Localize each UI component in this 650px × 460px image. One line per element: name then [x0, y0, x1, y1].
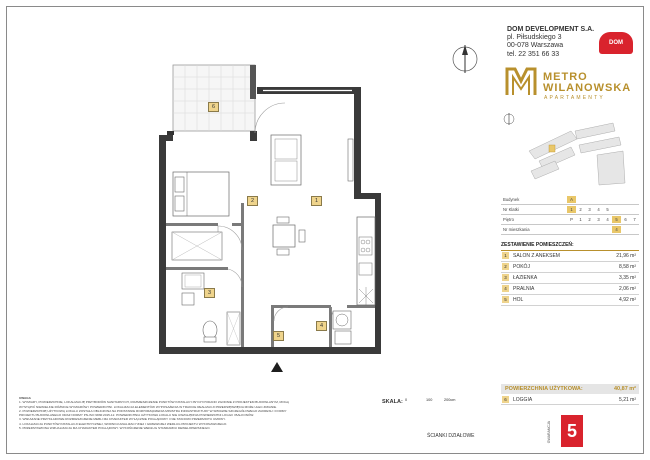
rooms-header: ZESTAWIENIE POMIESZCZEŃ:	[501, 240, 639, 251]
guarantee-label: GWARANCJA	[547, 421, 551, 444]
scale-tick: 0	[405, 398, 408, 402]
room-row: 1 SALON Z ANEKSEM 21,96 m²	[501, 251, 639, 262]
room-row: 4 PRALNIA 2,06 m²	[501, 284, 639, 295]
dom-logo: DOM	[599, 32, 633, 54]
company-phone: tel. 22 351 66 33	[507, 50, 560, 58]
site-key-plan	[501, 111, 639, 191]
plan-label-salon: 1	[311, 196, 322, 206]
unit-info-table	[501, 195, 639, 235]
room-row: 5 HOL 4,92 m²	[501, 295, 639, 306]
room-row: 2 POKÓJ 8,58 m²	[501, 262, 639, 273]
legend-walls: ŚCIANKI DZIAŁOWE	[427, 433, 475, 439]
total-area: POWIERZCHNIA UŻYTKOWA: 40,87 m²	[501, 384, 639, 394]
row-building: Budynek A	[501, 195, 639, 205]
plan-label-loggia: 6	[208, 102, 219, 112]
company-info	[507, 26, 594, 59]
plan-label-hol: 5	[273, 331, 284, 341]
row-unit-number: Nr mieszkania 4	[501, 225, 639, 235]
notes-block: UWAGA 1. WYMIARY, POWIERZCHNIE, LOKALIZACJĘ PRZYBORÓW SANITARNYCH, ROZMIESZCZENIE PUNKTÓW INSTALACYJNYCH PODANO ZGODNIE Z PROJEKTEM BUDOWLANYM, MOGĄ WYSTĄPIĆ NIEWIELKIE RÓŻNICE WYMIARÓW I POWIERZCHNI. LOKALIZACJA ELEMENTÓW WYPOSAŻENIA W TRAKCIE REALIZACJI PRZEDSIĘWZIĘCIA MOŻE ULEC ZMIANIE. 2. POWIERZCHNIĘ UŻYTKOWĄ LOKALU ZOSTAŁA OBLICZONA NA PODSTAWIE ROZPORZĄDZENIA MINISTRA INFRASTRUKTURY W SPRAWIE SZCZEGÓŁOWEGO ZAKRESU I FORMY PROJEKTU BUDOWLANEGO ORAZ NORMY PN-ISO 9836:2015-12. POWIERZCHNIA UŻYTKOWA LOKALU NIE UWZGLĘDNIA POWIERZCHNI LOGGII I BALKONÓW. 3. WSKAZANE PRZYKŁADOWE ROZMIESZCZENIE MEBLI MA CHARAKTER WYŁĄCZNIE POGLĄDOWY I NIE STANOWI PRZEDMIOTU UMOWY. 4. LOKALIZACJA PUNKTÓW INSTALACJI ELEKTRYCZNEJ, WODNO-KANALIZACYJNEJ I GRZEWCZEJ WEDŁUG PROJEKTU WYKONAWCZEGO. 5. PRZEDSTAWIONA WIZUALIZACJA MA CHARAKTER POGLĄDOWY. WYKOŃCZENIE WEDŁUG STANDARDU DEWELOPERSKIEGO.	[19, 396, 289, 431]
brand-mark-icon	[503, 63, 539, 99]
brand-tagline: APARTAMENTY	[544, 95, 605, 101]
row-floor: Piętro P 1 2 3 4 5 6 7	[501, 215, 639, 225]
plan-label-pralnia: 4	[316, 321, 327, 331]
guarantee-badge: 5	[561, 415, 583, 447]
brand-name: METRO WILANOWSKA	[543, 71, 632, 94]
room-row: 3 ŁAZIENKA 3,35 m²	[501, 273, 639, 284]
company-address1: pl. Piłsudskiego 3	[507, 34, 562, 42]
plan-label-lazienka: 3	[204, 288, 215, 298]
scale-tick: 200cm	[444, 398, 456, 402]
company-name: DOM DEVELOPMENT S.A.	[507, 26, 595, 33]
plan-label-pokoj: 2	[247, 196, 258, 206]
scale-label: SKALA:	[382, 399, 403, 405]
plan-sheet	[6, 6, 644, 454]
scale-tick: 100	[426, 398, 433, 402]
loggia-row: 6 LOGGIA 5,21 m²	[501, 395, 639, 405]
row-staircase: Nr Klatki 1 2 3 4 5	[501, 205, 639, 215]
company-address2: 00-078 Warszawa	[507, 42, 564, 50]
